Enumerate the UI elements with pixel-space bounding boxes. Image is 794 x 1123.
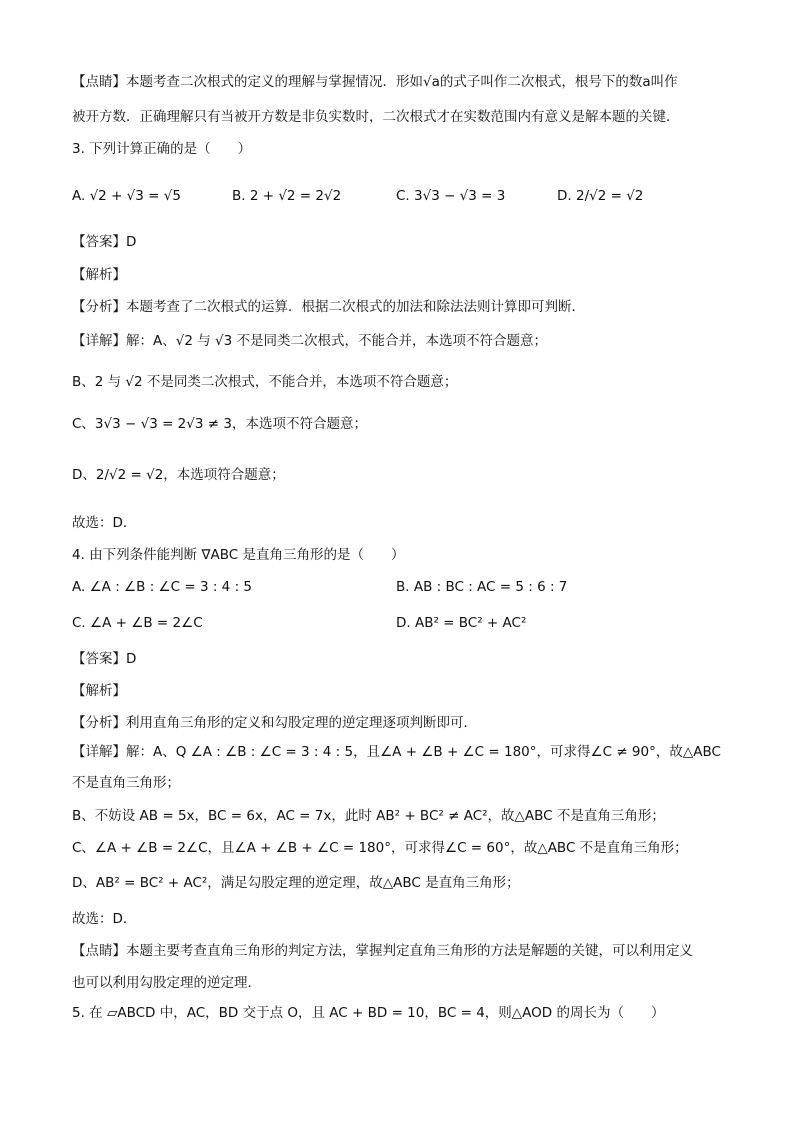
q3-choose: 故选：D．	[72, 515, 137, 531]
q3-detail-c: C、3√3 − √3 = 2√3 ≠ 3，本选项不符合题意；	[72, 416, 367, 432]
q4-choose: 故选：D．	[72, 911, 137, 927]
q3-jiexi: 【解析】	[72, 267, 126, 283]
q3-answer: 【答案】D	[72, 234, 137, 250]
dianjing-line-1: 【点睛】本题考查二次根式的定义的理解与掌握情况．形如√a的式子叫作二次根式，根号下的数a叫作	[72, 74, 678, 90]
q3-stem: 3. 下列计算正确的是（ ）	[72, 141, 252, 157]
q4-detail-a-2: 不是直角三角形；	[72, 775, 180, 791]
q3-option-d: D. 2/√2 = √2	[557, 188, 644, 204]
q4-jiexi: 【解析】	[72, 683, 126, 699]
q4-dianjing-2: 也可以利用勾股定理的逆定理．	[72, 975, 261, 991]
q3-detail-b: B、2 与 √2 不是同类二次根式，不能合并，本选项不符合题意；	[72, 374, 458, 390]
q3-detail-d: D、2/√2 = √2，本选项符合题意；	[72, 467, 285, 483]
q3-detail-a: 【详解】解：A、√2 与 √3 不是同类二次根式，不能合并，本选项不符合题意；	[72, 333, 547, 349]
q4-option-b: B. AB : BC : AC = 5 : 6 : 7	[396, 579, 568, 595]
q5-stem: 5. 在 ▱ABCD 中，AC，BD 交于点 O，且 AC + BD = 10，BC = 4，则△AOD 的周长为（ ）	[72, 1005, 665, 1021]
q4-answer: 【答案】D	[72, 651, 137, 667]
q4-dianjing-1: 【点睛】本题主要考查直角三角形的判定方法，掌握判定直角三角形的方法是解题的关键，可以利用定义	[72, 943, 693, 959]
q4-detail-c: C、∠A + ∠B = 2∠C，且∠A + ∠B + ∠C = 180°，可求得∠C = 60°，故△ABC 不是直角三角形；	[72, 840, 688, 856]
q4-option-d: D. AB² = BC² + AC²	[396, 615, 527, 631]
q3-option-c: C. 3√3 − √3 = 3	[396, 188, 506, 204]
q4-fenxi: 【分析】利用直角三角形的定义和勾股定理的逆定理逐项判断即可．	[72, 715, 477, 731]
q3-option-a: A. √2 + √3 = √5	[72, 188, 181, 204]
q3-fenxi: 【分析】本题考查了二次根式的运算．根据二次根式的加法和除法法则计算即可判断．	[72, 299, 585, 315]
q4-stem: 4. 由下列条件能判断 ∇ABC 是直角三角形的是（ ）	[72, 547, 405, 563]
q4-option-a: A. ∠A : ∠B : ∠C = 3 : 4 : 5	[72, 579, 252, 595]
q4-detail-b: B、不妨设 AB = 5x，BC = 6x，AC = 7x，此时 AB² + BC² ≠ AC²，故△ABC 不是直角三角形；	[72, 808, 665, 824]
q3-option-b: B. 2 + √2 = 2√2	[232, 188, 342, 204]
dianjing-line-2: 被开方数．正确理解只有当被开方数是非负实数时，二次根式才在实数范围内有意义是解本题的关键．	[72, 109, 680, 125]
q4-detail-a-1: 【详解】解：A、Q ∠A : ∠B : ∠C = 3 : 4 : 5，且∠A + ∠B + ∠C = 180°，可求得∠C ≠ 90°，故△ABC	[72, 744, 721, 760]
q4-detail-d: D、AB² = BC² + AC²，满足勾股定理的逆定理，故△ABC 是直角三角形；	[72, 875, 520, 891]
q4-option-c: C. ∠A + ∠B = 2∠C	[72, 615, 203, 631]
